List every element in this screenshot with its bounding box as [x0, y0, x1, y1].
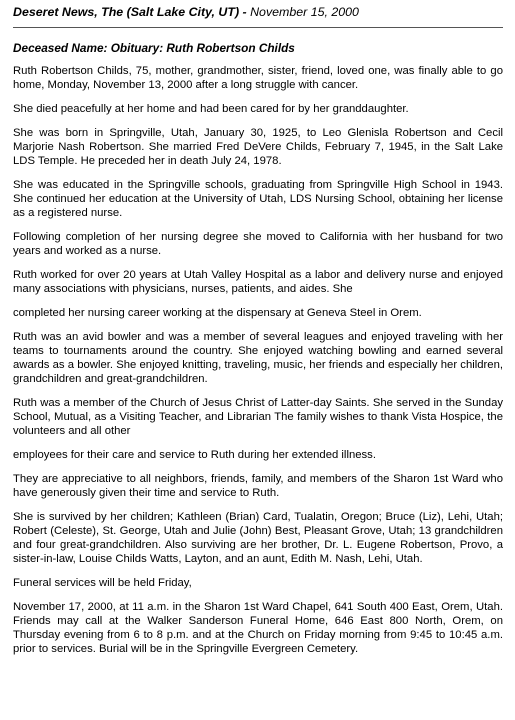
obituary-paragraph: Ruth worked for over 20 years at Utah Valley Hospital as a labor and delivery nurse and enjoyed many associations with physicians, nurses, patients, and aides. She [13, 269, 503, 295]
obituary-paragraph: She is survived by her children; Kathleen (Brian) Card, Tualatin, Oregon; Bruce (Liz), Lehi, Utah; Robert (Celeste), St. George, Utah and Julie (John) Best, Pleasant Grove, Utah; 13 grandchildren and four great-grandchildren. Also surviving are her brother, Dr. L. Eugene Robertson, Provo, a sister-in-law, Louise Childs Watts, Layton, and an aunt, Edith M. Nash, Lehi, Utah. [13, 511, 503, 565]
obituary-paragraph: November 17, 2000, at 11 a.m. in the Sharon 1st Ward Chapel, 641 South 400 East, Orem, Utah. Friends may call at the Walker Sanderson Funeral Home, 646 East 800 North, Orem, on Thursday evening from 6 to 8 p.m. and at the Church on Friday morning from 9:45 to 10:45 a.m. prior to services. Burial will be in the Springville Evergreen Cemetery. [13, 601, 503, 655]
header-divider [13, 27, 503, 28]
obituary-paragraph: Ruth was an avid bowler and was a member of several leagues and enjoyed traveling with her teams to tournaments around the country. She enjoyed watching bowling and earned several awards as a bowler. She enjoyed knitting, traveling, music, her friends and especially her children, grandchildren and great-grandchildren. [13, 331, 503, 385]
obituary-paragraph: Following completion of her nursing degree she moved to California with her husband for two years and worked as a nurse. [13, 231, 503, 257]
obituary-paragraph: They are appreciative to all neighbors, friends, family, and members of the Sharon 1st Ward who have generously given their time and service to Ruth. [13, 473, 503, 499]
obituary-paragraph: Ruth Robertson Childs, 75, mother, grandmother, sister, friend, loved one, was finally able to go home, Monday, November 13, 2000 after a long struggle with cancer. [13, 65, 503, 91]
publication-date: November 15, 2000 [250, 5, 359, 19]
obituary-paragraph: Funeral services will be held Friday, [13, 577, 192, 589]
obituary-paragraph: Ruth was a member of the Church of Jesus Christ of Latter-day Saints. She served in the Sunday School, Mutual, as a Visiting Teacher, and Librarian The family wishes to thank Vista Hospice, the volunteers and all other [13, 397, 503, 437]
deceased-name-heading: Deceased Name: Obituary: Ruth Robertson Childs [13, 41, 295, 55]
obituary-paragraph: She was educated in the Springville schools, graduating from Springville High School in 1943. She continued her education at the University of Utah, LDS Nursing School, obtaining her license as a registered nurse. [13, 179, 503, 219]
publication-header [13, 4, 503, 20]
obituary-paragraph: completed her nursing career working at the dispensary at Geneva Steel in Orem. [13, 307, 422, 319]
obituary-paragraph: She was born in Springville, Utah, January 30, 1925, to Leo Glenisla Robertson and Cecil Marjorie Nash Robertson. She married Fred DeVere Childs, February 7, 1945, in the Salt Lake LDS Temple. He preceded her in death July 24, 1978. [13, 127, 503, 167]
publication-source: Deseret News, The (Salt Lake City, UT) [13, 5, 240, 19]
obituary-paragraph: She died peacefully at her home and had been cared for by her granddaughter. [13, 103, 409, 115]
header-separator: - [239, 5, 251, 19]
obituary-paragraph: employees for their care and service to Ruth during her extended illness. [13, 449, 376, 461]
